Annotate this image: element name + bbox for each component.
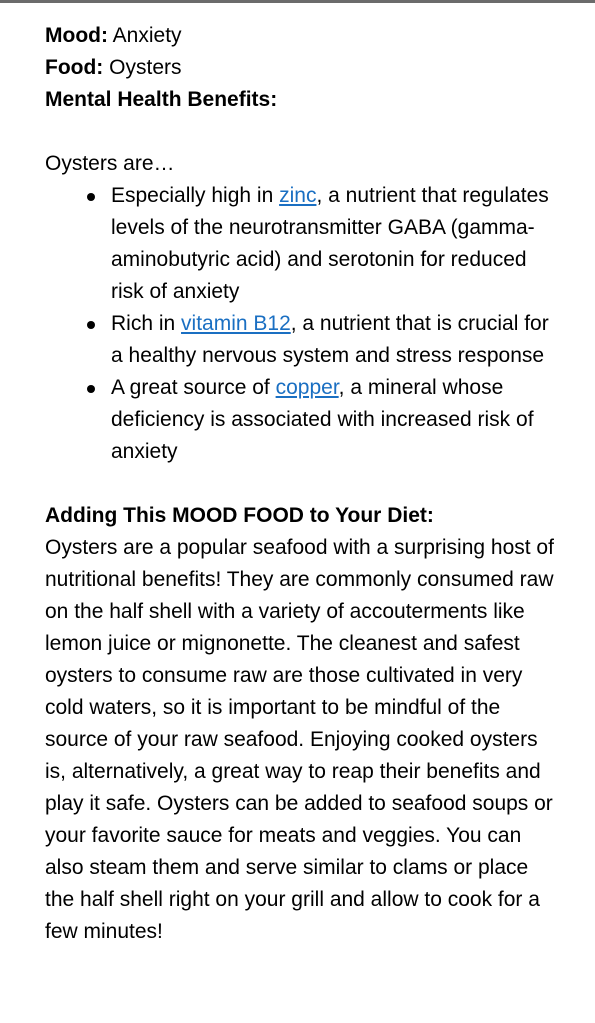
copper-link[interactable]: copper	[275, 376, 339, 399]
benefits-heading: Mental Health Benefits:	[45, 88, 278, 111]
list-item-text: , a nutrient that regulates levels of the neurotransmitter GABA (gamma-aminobutyric acid) and serotonin for reduced risk of anxiety	[111, 184, 549, 303]
bullet-icon	[87, 385, 95, 393]
list-item-text: A great source of	[111, 376, 276, 399]
article-content	[45, 20, 575, 948]
food-value: Oysters	[109, 56, 182, 79]
food-line	[45, 52, 575, 84]
mood-label: Mood:	[45, 24, 108, 47]
benefits-intro: Oysters are…	[45, 152, 175, 175]
section-spacer	[45, 468, 575, 500]
mood-value: Anxiety	[112, 24, 182, 47]
diet-paragraph: Oysters are a popular seafood with a surprising host of nutritional benefits! They are commonly consumed raw on the half shell with a variety of accouterments like lemon juice or mignonette. The cleanest and safest oysters to consume raw are those cultivated in very cold waters, so it is important to be mindful of the source of your raw seafood. Enjoying cooked oysters is, alternatively, a great way to reap their benefits and play it safe. Oysters can be added to seafood soups or your favorite sauce for meats and veggies. You can also steam them and serve similar to clams or place the half shell right on your grill and allow to cook for a few minutes!	[45, 536, 554, 943]
bullet-icon	[87, 321, 95, 329]
vitamin-b12-link[interactable]: vitamin B12	[181, 312, 291, 335]
zinc-link[interactable]: zinc	[279, 184, 317, 207]
food-label: Food:	[45, 56, 104, 79]
benefits-list	[45, 180, 575, 468]
section-spacer	[45, 116, 575, 148]
diet-heading: Adding This MOOD FOOD to Your Diet:	[45, 504, 434, 527]
top-divider	[0, 0, 595, 3]
list-item	[45, 180, 551, 308]
mood-line	[45, 20, 575, 52]
bullet-icon	[87, 193, 95, 201]
list-item-text: Especially high in	[111, 184, 280, 207]
list-item	[45, 308, 551, 372]
list-item-text: , a mineral whose deficiency is associated with increased risk of anxiety	[111, 376, 534, 463]
list-item	[45, 372, 551, 468]
list-item-text: Rich in	[111, 312, 182, 335]
list-item-text: , a nutrient that is crucial for a healthy nervous system and stress response	[111, 312, 549, 367]
